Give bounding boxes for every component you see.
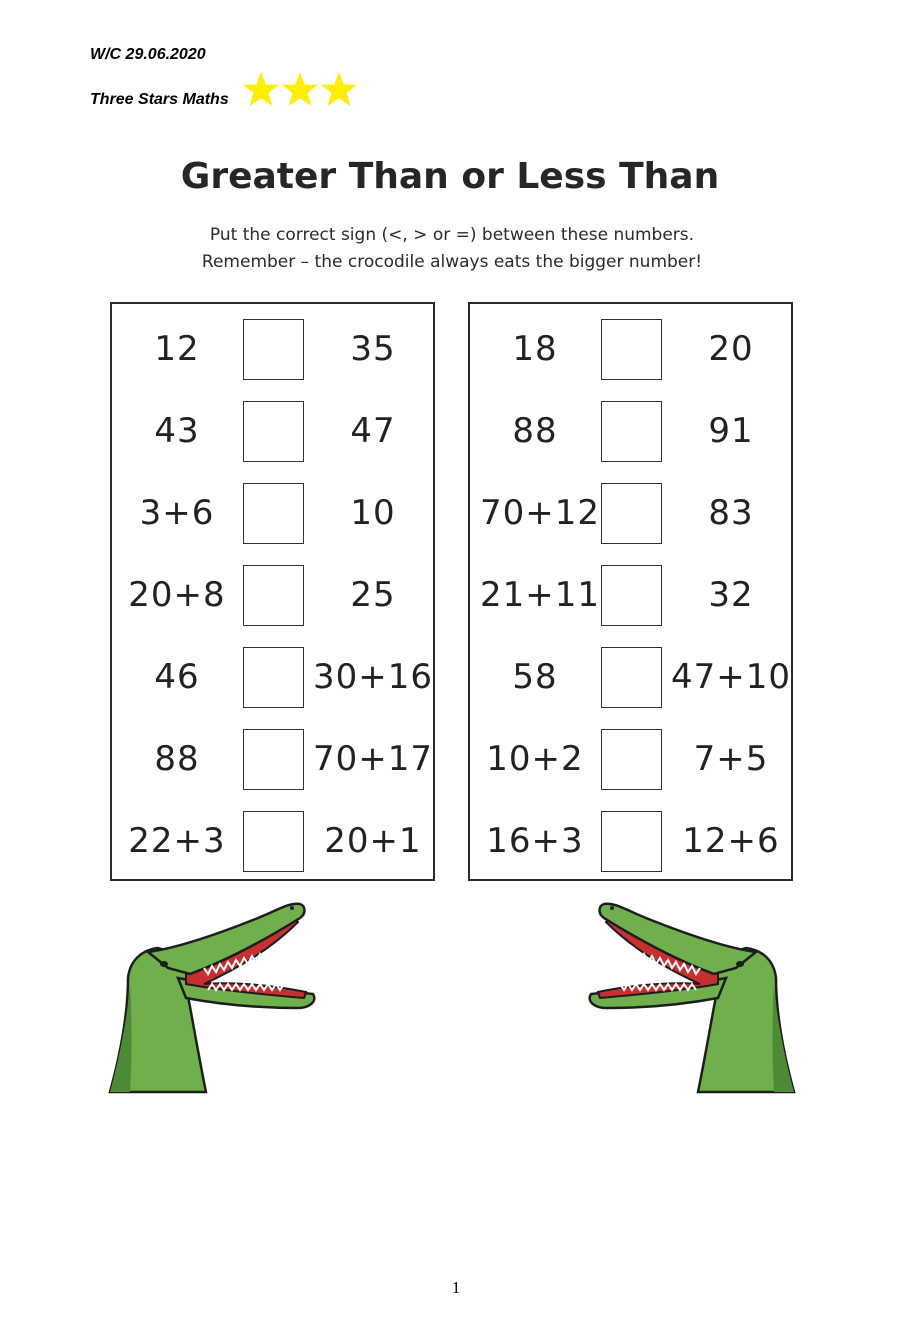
answer-box[interactable] [243, 811, 304, 872]
instruction-line-2: Remember – the crocodile always eats the bigger number! [201, 252, 703, 272]
answer-box[interactable] [243, 729, 304, 790]
left-number: 12 [154, 329, 200, 369]
comparison-row [470, 636, 791, 718]
left-number: 70+12 [480, 493, 601, 533]
left-comparison-panel [110, 302, 435, 881]
comparison-row [470, 472, 791, 554]
left-number: 58 [512, 657, 558, 697]
right-number: 32 [708, 575, 754, 615]
left-number: 20+8 [128, 575, 226, 615]
comparison-row [112, 308, 433, 390]
answer-box[interactable] [601, 483, 662, 544]
left-number: 18 [512, 329, 558, 369]
comparison-row [470, 800, 791, 882]
worksheet-level-label: Three Stars Maths [90, 91, 229, 108]
crocodile-right-icon [586, 898, 796, 1094]
right-number: 70+17 [312, 739, 433, 779]
right-number: 91 [708, 411, 754, 451]
comparison-row [470, 718, 791, 800]
right-number: 12+6 [682, 821, 780, 861]
answer-box[interactable] [601, 729, 662, 790]
right-number: 7+5 [693, 739, 769, 779]
comparison-row [470, 390, 791, 472]
left-number: 3+6 [139, 493, 215, 533]
star-icon [321, 72, 357, 106]
answer-box[interactable] [243, 565, 304, 626]
left-number: 46 [154, 657, 200, 697]
left-number: 43 [154, 411, 200, 451]
instructions [0, 222, 904, 276]
comparison-row [112, 718, 433, 800]
right-number: 10 [350, 493, 396, 533]
instruction-line-1: Put the correct sign (<, > or =) between these numbers. [209, 225, 695, 245]
right-number: 47 [350, 411, 396, 451]
answer-box[interactable] [243, 319, 304, 380]
comparison-row [112, 800, 433, 882]
comparison-row [112, 472, 433, 554]
right-number: 83 [708, 493, 754, 533]
right-number: 25 [350, 575, 396, 615]
right-comparison-panel [468, 302, 793, 881]
left-number: 21+11 [480, 575, 601, 615]
left-number: 16+3 [486, 821, 584, 861]
answer-box[interactable] [601, 811, 662, 872]
answer-box[interactable] [601, 647, 662, 708]
right-number: 20 [708, 329, 754, 369]
comparison-row [470, 308, 791, 390]
page-number: 1 [451, 1278, 461, 1297]
crocodile-left-icon [108, 898, 318, 1094]
worksheet-title: Greater Than or Less Than [180, 156, 720, 197]
answer-box[interactable] [243, 483, 304, 544]
left-number: 88 [512, 411, 558, 451]
right-number: 47+10 [670, 657, 791, 697]
answer-box[interactable] [601, 565, 662, 626]
right-number: 35 [350, 329, 396, 369]
left-number: 22+3 [128, 821, 226, 861]
three-stars-icon [242, 70, 358, 110]
comparison-row [112, 554, 433, 636]
answer-box[interactable] [243, 401, 304, 462]
star-icon [243, 72, 279, 106]
answer-box[interactable] [601, 319, 662, 380]
comparison-row [112, 636, 433, 718]
week-commencing-label: W/C 29.06.2020 [90, 46, 206, 63]
star-icon [282, 72, 318, 106]
comparison-row [112, 390, 433, 472]
answer-box[interactable] [243, 647, 304, 708]
left-number: 10+2 [486, 739, 584, 779]
right-number: 30+16 [312, 657, 433, 697]
right-number: 20+1 [324, 821, 422, 861]
left-number: 88 [154, 739, 200, 779]
comparison-row [470, 554, 791, 636]
answer-box[interactable] [601, 401, 662, 462]
